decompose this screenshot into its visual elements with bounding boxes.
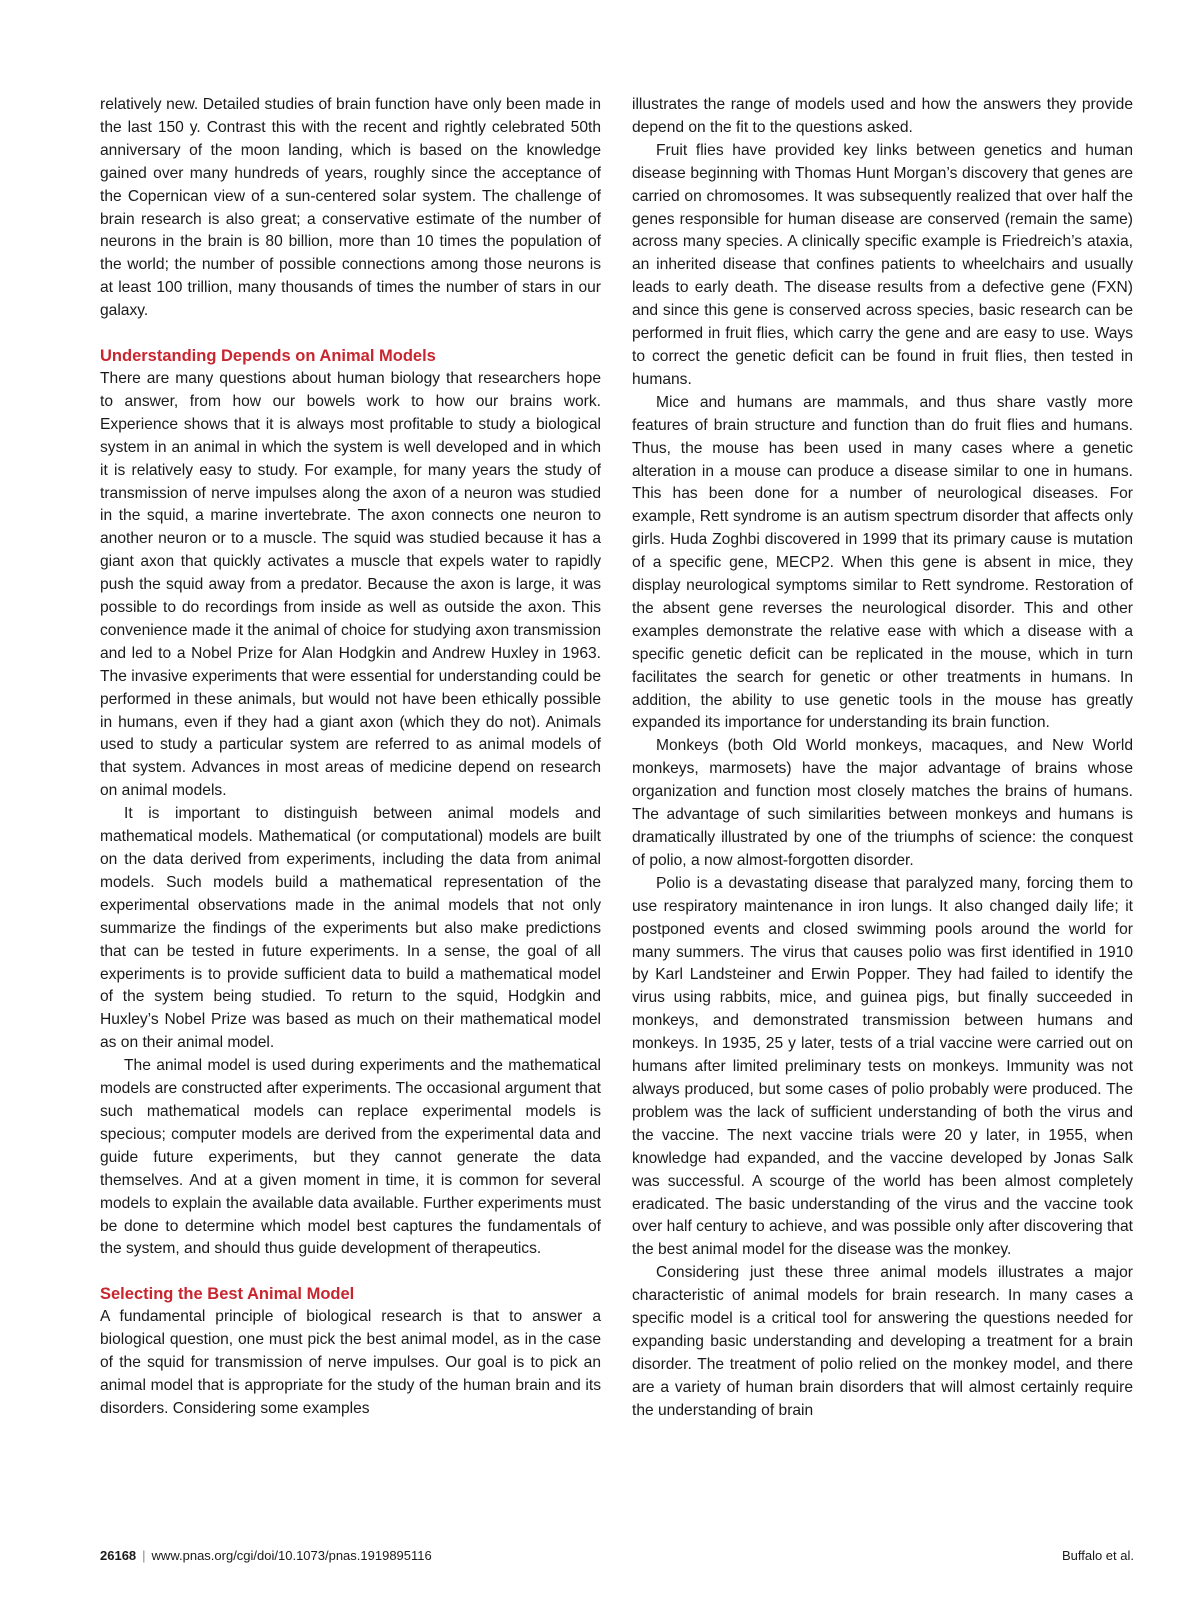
paragraph: Fruit flies have provided key links between genetics and human disease beginning with Thomas Hunt Morgan’s discovery that genes are carried on chromosomes. It was subsequently realized that over half the genes responsible for human disease are conserved (remain the same) across many species. A clinically specific example is Friedreich’s ataxia, an inherited disease that confines patients to wheelchairs and usually leads to early death. The disease results from a defective gene (FXN) and since this gene is conserved across species, basic research can be performed in fruit flies, which carry the gene and are easy to use. Ways to correct the genetic deficit can be found in fruit flies, then tested in humans. bbox=[632, 141, 1133, 388]
footer-separator: | bbox=[142, 1548, 146, 1563]
paragraph: A fundamental principle of biological research is that to answer a biological question, one must pick the best animal model, as in the case of the squid for transmission of nerve impulses. Our goal is to pick an animal model that is appropriate for the study of the human brain and its disorders. Considering some examples bbox=[100, 1308, 601, 1417]
section-heading-best-model: Selecting the Best Animal Model bbox=[100, 1285, 355, 1304]
continued-paragraph: illustrates the range of models used and how the answers they provide depend on the fit to the questions asked. bbox=[632, 96, 1133, 136]
page-footer bbox=[100, 1548, 1134, 1564]
paragraph: Considering just these three animal models illustrates a major characteristic of animal models for brain research. In many cases a specific model is a critical tool for answering the questions needed for expanding basic understanding and developing a treatment for a brain disorder. The treatment of polio relied on the monkey model, and there are a variety of human brain disorders that will almost certainly require the understanding of brain bbox=[632, 1264, 1133, 1419]
section-spacer bbox=[100, 323, 601, 345]
paragraph: The animal model is used during experiments and the mathematical models are constructed after experiments. The occasional argument that such mathematical models can replace experimental models is specious; computer models are derived from the experimental data and guide future experiments, but they cannot generate the data themselves. And at a given moment in time, it is common for several models to explain the available data available. Further experiments must be done to determine which model best captures the fundamentals of the system, and should thus guide development of therapeutics. bbox=[100, 1057, 601, 1258]
page-number: 26168 bbox=[100, 1548, 137, 1563]
paragraph: It is important to distinguish between animal models and mathematical models. Mathematical (or computational) models are built on the data derived from experiments, including the data from animal models. Such models build a mathematical representation of the experimental observations made in the animal models that not only summarize the findings of the experiments but also make predictions that can be tested in future experiments. In a sense, the goal of all experiments is to provide sufficient data to build a mathematical model of the system being studied. To return to the squid, Hodgkin and Huxley’s Nobel Prize was based as much on their mathematical model as on their animal model. bbox=[100, 805, 601, 1052]
paragraph: Mice and humans are mammals, and thus share vastly more features of brain structure and function than do fruit flies and humans. Thus, the mouse has been used in many cases where a genetic alteration in a mouse can produce a disease similar to one in humans. This has been done for a number of neurological diseases. For example, Rett syndrome is an autism spectrum disorder that affects only girls. Huda Zoghbi discovered in 1999 that its primary cause is mutation of a specific gene, MECP2. When this gene is absent in mice, they display neurological symptoms similar to Rett syndrome. Restoration of the absent gene reverses the neurological disorder. This and other examples demonstrate the relative ease with which a disease with a specific genetic deficit can be replicated in the mouse, which in turn facilitates the search for genetic or other treatments in humans. In addition, the ability to use genetic tools in the mouse has greatly expanded its importance for understanding its brain function. bbox=[632, 393, 1133, 732]
intro-paragraph: relatively new. Detailed studies of brain function have only been made in the last 150 y. Contrast this with the recent and rightly celebrated 50th anniversary of the moon landing, which is based on the knowledge gained over many hundreds of years, roughly since the acceptance of the Copernican view of a sun-centered solar system. The challenge of brain research is also great; a conservative estimate of the number of neurons in the brain is 80 billion, more than 10 times the population of the world; the number of possible connections among those neurons is at least 100 trillion, many thousands of times the number of stars in our galaxy. bbox=[100, 96, 601, 320]
doi-link[interactable]: www.pnas.org/cgi/doi/10.1073/pnas.1919895116 bbox=[151, 1548, 432, 1563]
right-column bbox=[632, 94, 1133, 1423]
footer-authors: Buffalo et al. bbox=[1061, 1548, 1134, 1563]
paragraph: Monkeys (both Old World monkeys, macaques, and New World monkeys, marmosets) have the major advantage of brains whose organization and function most closely matches the brains of humans. The advantage of such similarities between monkeys and humans is dramatically illustrated by one of the triumphs of science: the conquest of polio, a now almost-forgotten disorder. bbox=[632, 737, 1133, 869]
left-column bbox=[100, 94, 601, 1421]
paragraph: There are many questions about human biology that researchers hope to answer, from how our bowels work to how our brains work. Experience shows that it is always most profitable to study a biological system in an animal in which the system is well developed and in which it is relatively easy to study. For example, for many years the study of transmission of nerve impulses along the axon of a neuron was studied in the squid, a marine invertebrate. The axon connects one neuron to another neuron or to a muscle. The squid was studied because it has a giant axon that quickly activates a muscle that expels water to rapidly push the squid away from a predator. Because the axon is large, it was possible to do recordings from inside as well as outside the axon. This convenience made it the animal of choice for studying axon transmission and led to a Nobel Prize for Alan Hodgkin and Andrew Huxley in 1963. The invasive experiments that were essential for understanding could be performed in these animals, but would not have been ethically possible in humans, even if they had a giant axon (which they do not). Animals used to study a particular system are referred to as animal models of that system. Advances in most areas of medicine depend on research on animal models. bbox=[100, 369, 602, 800]
section-spacer bbox=[100, 1261, 601, 1283]
paragraph: Polio is a devastating disease that paralyzed many, forcing them to use respiratory maintenance in iron lungs. It also changed daily life; it postponed events and closed swimming pools around the world for many summers. The virus that causes polio was first identified in 1910 by Karl Landsteiner and Erwin Popper. They had failed to identify the virus using rabbits, mice, and guinea pigs, but finally succeeded in monkeys, and demonstrated transmission between humans and monkeys. In 1935, 25 y later, tests of a trial vaccine were carried out on humans after limited preliminary tests on monkeys. Immunity was not always produced, but some cases of polio probably were produced. The problem was the lack of sufficient understanding of both the virus and the vaccine. The next vaccine trials were 20 y later, in 1955, when knowledge had expanded, and the vaccine developed by Jonas Salk was successful. A scourge of the world has been almost completely eradicated. The basic understanding of the virus and the vaccine took over half century to achieve, and was possible only after discovering that the best animal model for the disease was the monkey. bbox=[632, 874, 1134, 1259]
section-heading-animal-models: Understanding Depends on Animal Models bbox=[100, 347, 436, 366]
